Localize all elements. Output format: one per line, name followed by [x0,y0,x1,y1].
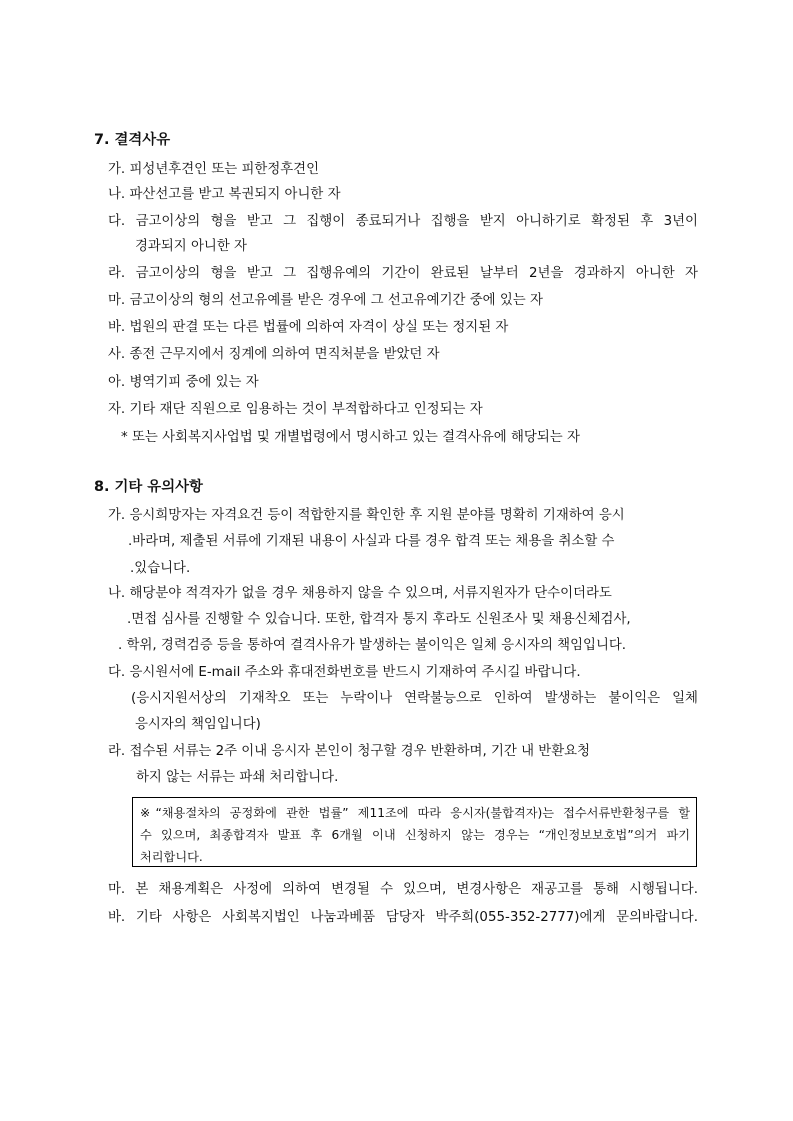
section-7-item-continuation: 경과되지 아니한 자 [135,239,247,254]
section-7-item: 마. 금고이상의 형의 선고유예를 받은 경우에 그 선고유예기간 중에 있는 자 [108,293,543,308]
section-8-item-continuation: 하지 않는 서류는 파쇄 처리합니다. [136,770,339,785]
section-8-item: 라. 접수된 서류는 2주 이내 응시자 본인이 청구할 경우 반환하며, 기간 내 반환요청 [108,744,591,759]
section-7-item: 사. 종전 근무지에서 징계에 의하여 면직처분을 받았던 자 [108,347,440,362]
section-7-title: 7. 결격사유 [94,132,171,148]
section-7-item: 나. 파산선고를 받고 복권되지 아니한 자 [108,187,341,202]
section-7-item: 바. 법원의 판결 또는 다른 법률에 의하여 자격이 상실 또는 정지된 자 [108,320,509,335]
section-8-item: 다. 응시원서에 E-mail 주소와 휴대전화번호를 반드시 기재하여 주시길 바랍니다. [108,665,581,680]
section-8-item-continuation: 응시자의 책임입니다) [135,717,261,732]
section-8-item-continuation: .있습니다. [130,561,191,576]
section-8-item-continuation: .바라며, 제출된 서류에 기재된 내용이 사실과 다를 경우 합격 또는 채용을 취소할 수 [128,534,615,549]
section-8-item-continuation: .면접 심사를 진행할 수 있습니다. 또한, 합격자 통지 후라도 신원조사 및 채용신체검사, [127,612,631,627]
section-8-item: 나. 해당분야 적격자가 없을 경우 채용하지 않을 수 있으며, 서류지원자가 단수이더라도 [108,586,612,601]
section-8-item: 마. 본 채용계획은 사정에 의하여 변경될 수 있으며, 변경사항은 재공고를 통해 시행됩니다. [108,882,698,897]
section-7-footnote: * 또는 사회복지사업법 및 개별법령에서 명시하고 있는 결격사유에 해당되는 자 [121,430,580,445]
notice-box [132,797,697,867]
section-8-item: 바. 기타 사항은 사회복지법인 나눔과베품 담당자 박주희(055-352-2777)에게 문의바랍니다. [108,910,698,925]
notice-line: 처리합니다. [140,850,203,864]
notice-line: ※“채용절차의 공정화에 관한 법률” 제11조에 따라 응시자(불합격자)는 접수서류반환청구를 할 [140,806,690,820]
section-7-item: 가. 피성년후견인 또는 피한정후견인 [108,162,320,177]
section-8-item-continuation: (응시지원서상의 기재착오 또는 누락이나 연락불능으로 인하여 발생하는 불이익은 일체 [131,691,698,706]
section-8-title: 8. 기타 유의사항 [94,479,203,495]
section-7-item: 자. 기타 재단 직원으로 임용하는 것이 부적합하다고 인정되는 자 [108,402,483,417]
section-7-item: 아. 병역기피 중에 있는 자 [108,375,259,390]
notice-line: 수 있으며, 최종합격자 발표 후 6개월 이내 신청하지 않는 경우는 “개인정보보호법”의거 파기 [140,828,690,842]
section-7-item: 다. 금고이상의 형을 받고 그 집행이 종료되거나 집행을 받지 아니하기로 확정된 후 3년이 [108,214,698,229]
section-8-item-continuation: . 학위, 경력검증 등을 통하여 결격사유가 발생하는 불이익은 일체 응시자의 책임입니다. [118,638,627,653]
section-7-item: 라. 금고이상의 형을 받고 그 집행유예의 기간이 완료된 날부터 2년을 경과하지 아니한 자 [108,266,698,281]
section-8-item: 가. 응시희망자는 자격요건 등이 적합한지를 확인한 후 지원 분야를 명확히 기재하여 응시 [108,508,625,523]
